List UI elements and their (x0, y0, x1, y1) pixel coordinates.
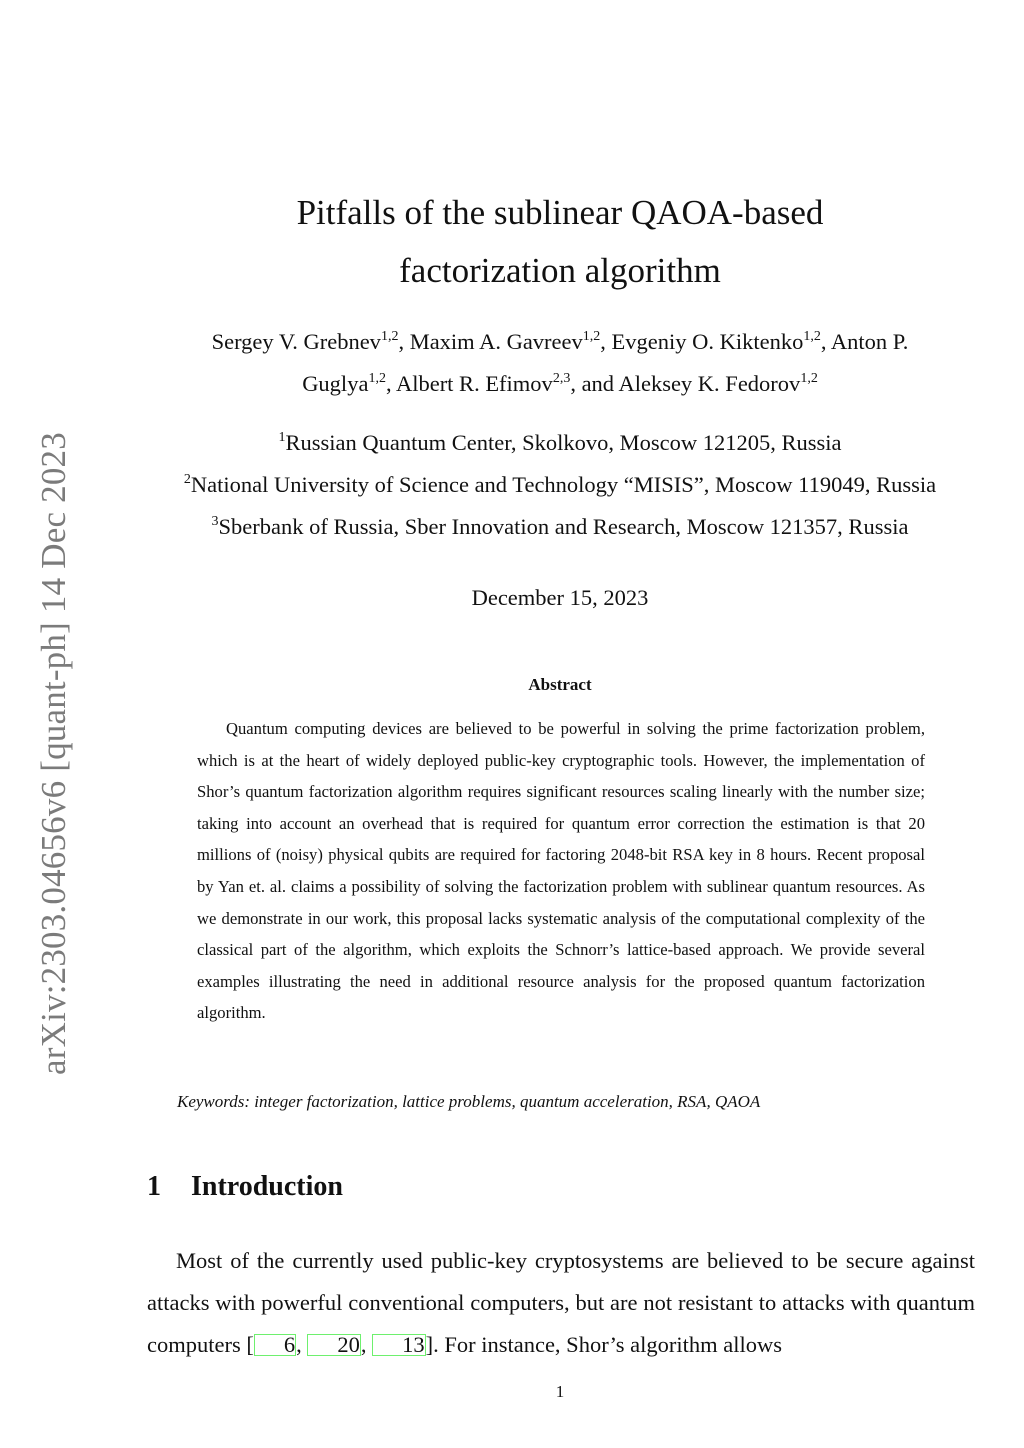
paper-title (0, 184, 1024, 300)
intro-text: Most of the currently used public-key cryptosystems are believed to be secure against attacks with powerful conventional computers, but are not resistant to attacks with quantum computers [ (147, 1248, 975, 1357)
affiliation-mark: 3 (211, 514, 219, 529)
author-name: Guglya (302, 371, 369, 396)
affiliation-3 (120, 506, 1000, 548)
affiliation-2 (120, 464, 1000, 506)
section-number: 1 (147, 1171, 161, 1202)
author-affiliation-mark: 1,2 (803, 329, 821, 344)
citation-link[interactable]: 6 (254, 1334, 296, 1356)
abstract-text: Quantum computing devices are believed to be powerful in solving the prime factorization problem, which is at the heart of widely deployed public-key cryptographic tools. However, the implementation of Shor’s quantum factorization algorithm requires significant resources scaling linearly with the number size; taking into account an overhead that is required for quantum error correction the estimation is that 20 millions of (noisy) physical qubits are required for factoring 2048-bit RSA key in 8 hours. Recent proposal by Yan et. al. claims a possibility of solving the factorization problem with sublinear quantum resources. As we demonstrate in our work, this proposal lacks systematic analysis of the computational complexity of the classical part of the algorithm, which exploits the Schnorr’s lattice-based approach. We provide several examples illustrating the need in additional resource analysis for the proposed quantum factorization algorithm. (197, 719, 925, 1023)
introduction-paragraph (147, 1240, 975, 1366)
author-affiliation-mark: 2,3 (552, 371, 571, 386)
affiliation-mark: 1 (278, 430, 286, 445)
abstract-heading: Abstract (528, 675, 592, 694)
affiliation-text: Sberbank of Russia, Sber Innovation and Research, Moscow 121357, Russia (218, 514, 909, 539)
citation-separator: , (296, 1332, 308, 1357)
author-affiliation-mark: 1,2 (800, 371, 818, 386)
title-line-2: factorization algorithm (399, 251, 721, 290)
author-list: Sergey V. Grebnev$^{1,2}$, Maxim A. Gavreev$^{1,2}$, Evgeniy O. Kiktenko$^{1,2}$, Anton P. Guglya$^{1,2}$, Albert R. Efimov$^{2,3}$, and Aleksey K. Fedorov$^{1,2}$ (211, 329, 909, 396)
author-name: Evgeniy O. Kiktenko (611, 329, 804, 354)
author-affiliation-mark: 1,2 (380, 329, 399, 344)
keywords: Keywords: integer factorization, lattice problems, quantum acceleration, RSA, QAOA (177, 1092, 761, 1111)
author-name: Maxim A. Gavreev (409, 329, 583, 354)
citation-link[interactable]: 20 (307, 1334, 361, 1356)
author-name: Aleksey K. Fedorov (618, 371, 801, 396)
intro-text: ]. For instance, Shor’s algorithm allows (425, 1332, 783, 1357)
affiliation-1 (120, 422, 1000, 464)
author-name: Anton P. (830, 329, 909, 354)
publication-date: December 15, 2023 (471, 585, 649, 610)
citation-separator: , (360, 1332, 373, 1357)
section-title: Introduction (191, 1171, 343, 1202)
page-number: 1 (555, 1382, 565, 1401)
author-affiliation-mark: 1,2 (368, 371, 386, 386)
affiliation-text: Russian Quantum Center, Skolkovo, Moscow 121205, Russia (285, 430, 842, 455)
author-name: Sergey V. Grebnev (211, 329, 381, 354)
affiliation-mark: 2 (183, 472, 191, 487)
author-conjunction: and (581, 371, 615, 396)
citation-link[interactable]: 13 (372, 1334, 426, 1356)
affiliation-text: National University of Science and Technology “MISIS”, Moscow 119049, Russia (190, 472, 937, 497)
arxiv-identifier: arXiv:2303.04656v6 [quant-ph] 14 Dec 2023 (34, 432, 73, 1075)
author-name: Albert R. Efimov (395, 371, 553, 396)
author-affiliation-mark: 1,2 (582, 329, 601, 344)
title-line-1: Pitfalls of the sublinear QAOA-based (296, 193, 824, 232)
section-heading (147, 1171, 343, 1203)
affiliation-list (120, 422, 1000, 548)
